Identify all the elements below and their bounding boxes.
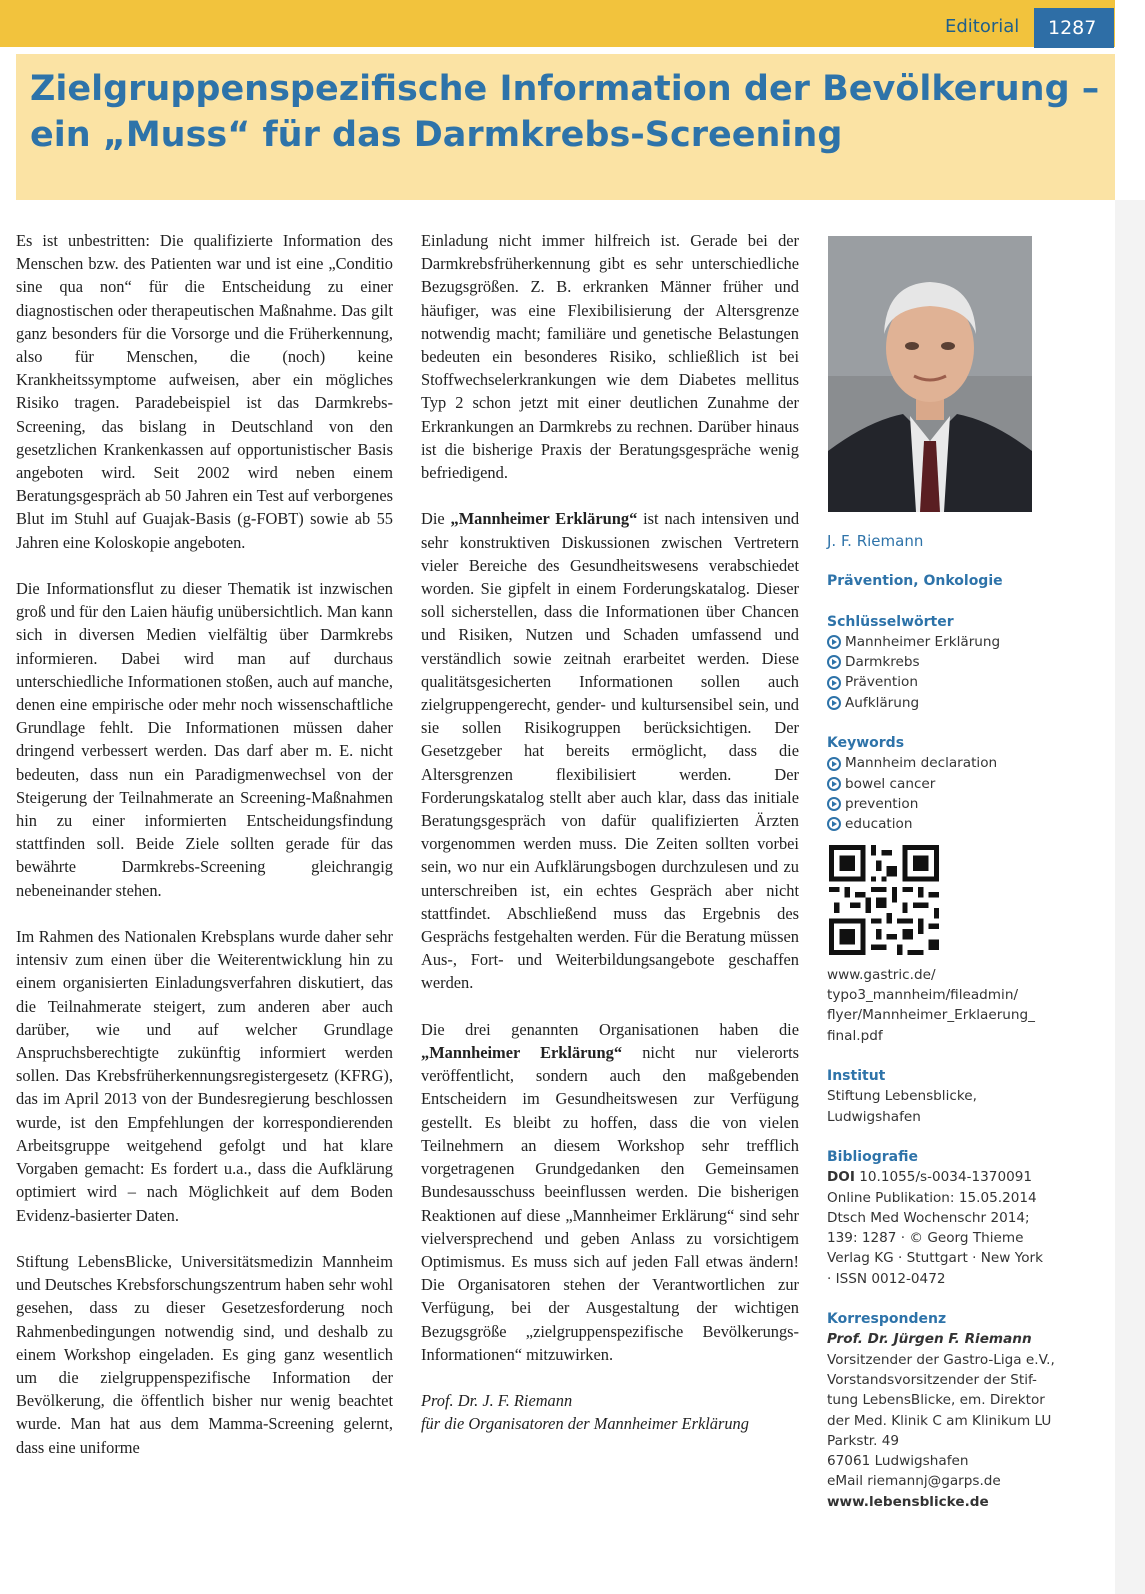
page-title [30,66,1100,158]
paragraph [421,507,799,994]
text-run: Die drei genannten Organisationen haben die [421,1019,799,1039]
keywords-de-heading: Schlüsselwörter [827,613,954,630]
text-line: typo3_mannheim/fileadmin/ [827,987,1019,1004]
keyword-label: prevention [845,795,919,812]
qr-code-icon[interactable] [829,845,939,955]
bold-term: „Mannheimer Erklärung“ [450,509,638,529]
text-line: final.pdf [827,1027,883,1044]
text-line: Vorsitzender der Gastro-Liga e.V., [827,1351,1055,1368]
bibliography-text [827,1188,1087,1289]
institute-heading: Institut [827,1068,886,1085]
keyword-item [827,774,1087,794]
keyword-item [827,652,1087,672]
url-link[interactable] [827,965,1087,1046]
keywords-de-list [827,632,1087,713]
keyword-item [827,632,1087,652]
circle-arrow-right-icon [827,817,841,831]
text-line: Online Publikation: 15.05.2014 [827,1189,1037,1206]
topic-heading: Prävention, Onkologie [827,573,1003,590]
sidebar [827,531,1087,1512]
keyword-label: bowel cancer [845,775,936,792]
doi-label: DOI [827,1169,855,1186]
circle-arrow-right-icon [827,655,841,669]
circle-arrow-right-icon [827,757,841,771]
signature [421,1389,799,1435]
circle-arrow-right-icon [827,676,841,690]
text-line: 67061 Ludwigshafen [827,1453,969,1470]
bibliography-heading: Bibliografie [827,1148,918,1165]
doi-value: 10.1055/s-0034-1370091 [854,1169,1033,1186]
text-line: flyer/Mannheimer_Erklaerung_ [827,1007,1035,1024]
text-line: tung LebensBlicke, em. Direktor [827,1392,1045,1409]
text-line: eMail riemannj@garps.de [827,1473,1001,1490]
text-line: Verlag KG · Stuttgart · New York [827,1250,1043,1267]
circle-arrow-right-icon [827,696,841,710]
keyword-label: Prävention [845,674,918,691]
text-line: www.gastric.de/ [827,966,936,983]
author-name: J. F. Riemann [827,532,924,550]
text-run: ist nach intensiven und sehr konstruktiven Diskussionen zwischen Vertretern vieler Bereiche des Gesundheitswesens verabschiedet worden. Sie gipfelt in einem Forderungskatalog. Dieser soll sicherstellen, dass die Informationen über Chancen und Risiken, Nutzen und Schaden umfassend und verständlich sowie zeitnah erarbeitet werden. Diese qualitätsgesicherten Informationen sollen auch zielgruppengerecht, gender- und kultursensibel sein, und sie sollen Risikogruppen berücksichtigen. Der Gesetzgeber hat bereits ermöglicht, dass die Altersgrenzen flexibilisiert werden. Der Forderungskatalog stellt aber auch klar, dass das initiale Beratungsgespräch von dafür qualifizierten Ärzten vorgenommen werden muss. Die Zeiten sollten vorbei sein, wo nur ein Aufklärungsbogen durchzulesen und zu unterschreiben ist, ein echtes Gespräch aber nicht stattfindet. Abschließend muss das Ergebnis des Gesprächs festgehalten werden. Für die Beratung müssen Aus-, Fort- und Weiterbildungsangebote geschaffen werden. [421,509,800,993]
paragraph [421,1018,799,1366]
circle-arrow-right-icon [827,777,841,791]
title-line-1: Zielgruppenspezifische Information der Bevölkerung – [30,69,1100,109]
text-run: nicht nur vielerorts veröffentlicht, sondern auch den maßgebenden Entscheidern im Gesundheitswesen zur Verfügung gestellt. Es bleibt zu hoffen, dass die von vielen Teilnehmern an diesem Workshop sehr trefflich vorgetragenen Grundgedanken den Gemeinsamen Bundesausschuss beeinflussen werden. Die bisherigen Reaktionen auf diese „Mannheimer Erklärung“ sind sehr vielversprechend und geben Anlass zu vorsichtigem Optimismus. Es muss sich auf jeden Fall etwas ändern! Die Organisatoren stehen der Verantwortlichen zur Verfügung, bei der Ausgestaltung der wichtigen Bezugsgröße „zielgruppenspezifische Bevölkerungs-Informationen“ mitzuwirken. [421,1043,800,1364]
text-line: der Med. Klinik C am Klinikum LU [827,1412,1052,1429]
doi-line [827,1167,1087,1187]
circle-arrow-right-icon [827,797,841,811]
text-line: Parkstr. 49 [827,1432,900,1449]
keyword-label: Mannheimer Erklärung [845,633,1001,650]
keyword-item [827,672,1087,692]
keyword-label: Mannheim declaration [845,755,998,772]
correspondence-heading: Korrespondenz [827,1311,947,1328]
section-label: Editorial [945,16,1020,37]
column-2 [421,229,799,1436]
correspondence-name: Prof. Dr. Jürgen F. Riemann [827,1331,1032,1348]
keyword-label: Darmkrebs [845,654,920,671]
keyword-item [827,794,1087,814]
text-line: · ISSN 0012-0472 [827,1270,946,1287]
text-line: 139: 1287 · © Georg Thieme [827,1230,1024,1247]
keywords-en-heading: Keywords [827,735,905,752]
column-1 [16,229,393,1482]
paragraph: Im Rahmen des Nationalen Krebsplans wurde daher sehr intensiv zum einen über die Weiterentwicklung hin zu einem organisierten Einladungsverfahren diskutiert, das die Teilnahmerate steigert, zum anderen aber auch darüber, wie und auf welcher Grundlage Anspruchsberechtigte zukünftig informiert werden sollen. Das Krebsfrüherkennungsregistergesetz (KFRG), das im April 2013 von der Bundesregierung beschlossen wurde, ist den Empfehlungen der korrespondierenden Arbeitsgruppe weitgehend gefolgt und hat klare Vorgaben gemacht: Es fordert u.a., dass die Aufklärung optimiert wird – nach Möglichkeit auf dem Boden Evidenz-basierter Daten. [16,927,393,1225]
circle-arrow-right-icon [827,635,841,649]
keyword-item [827,814,1087,834]
bold-term: „Mannheimer Erklärung“ [421,1043,623,1063]
text-line: Stiftung Lebensblicke, [827,1088,977,1105]
signature-name: Prof. Dr. J. F. Riemann [421,1391,573,1411]
text-line: Vorstandsvorsitzender der Stif- [827,1371,1037,1388]
keywords-en-list [827,753,1087,834]
page-number: 1287 [1034,8,1114,48]
keyword-item [827,693,1087,713]
keyword-label: Aufklärung [845,694,920,711]
text-line: Dtsch Med Wochenschr 2014; [827,1209,1030,1226]
signature-affiliation: für die Organisatoren der Mannheimer Erklärung [421,1414,749,1434]
paragraph: Die Informationsflut zu dieser Thematik ist inzwischen groß und für den Laien häufig unübersichtlich. Man kann sich in diversen Medien vielfältig über Darmkrebs informieren. Dabei wird man auf durchaus unterschiedliche Informationen stoßen, auch auf manche, denen eine empirische oder mehr noch wissenschaftliche Grundlage fehlt. Die Informationen müssen daher dringend verbessert werden. Das darf aber m. E. nicht bedeuten, dass nun ein Paradigmenwechsel von der Steigerung der Teilnahmerate an Screening-Maßnahmen hin zu einer informierten Entscheidungsfindung stattfinden soll. Beide Ziele sollten gerade für das bewährte Darmkrebs-Screening gleichrangig nebeneinander stehen. [16,579,393,900]
paragraph: Stiftung LebensBlicke, Universitätsmedizin Mannheim und Deutsches Krebsforschungszentrum haben sehr wohl gesehen, dass zu dieser Gesetzesforderung noch Rahmenbedingungen notwendig sind, und deshalb zu einem Workshop eingeladen. Es ging ganz wesentlich um die zielgruppenspezifische Information der Bevölkerung, die öffentlich bisher nur wenig beachtet wurde. Man hat aus dem Mamma-Screening gelernt, dass eine uniforme [16,1251,393,1457]
author-photo [828,236,1032,512]
text-line: Ludwigshafen [827,1108,921,1125]
website-link[interactable]: www.lebensblicke.de [827,1493,989,1510]
paragraph: Einladung nicht immer hilfreich ist. Gerade bei der Darmkrebsfrüherkennung gibt es sehr unterschiedliche Bezugsgrößen. Z. B. erkranken Männer früher und häufiger, was eine Flexibilisierung der Altersgrenze notwendig macht; familiäre und genetische Belastungen bedeuten ein besonderes Risiko, schließlich ist bei Stoffwechselerkrankungen wie dem Diabetes mellitus Typ 2 schon jetzt mit einer deutlichen Zunahme der Erkrankungen an Darmkrebs zu rechnen. Darüber hinaus ist die bisherige Praxis der Beratungsgespräche wenig befriedigend. [421,231,799,483]
paragraph: Es ist unbestritten: Die qualifizierte Information des Menschen bzw. des Patienten war und ist eine „Conditio sine qua non“ für die Entscheidung zu einer diagnostischen oder therapeutischen Maßnahme. Das gilt ganz besonders für die Vorsorge und die Früherkennung, also für Menschen, die (noch) keine Krankheitssymptome aufweisen, aber ein mögliches Risiko tragen. Paradebeispiel ist das Darmkrebs-Screening, das bislang in Deutschland von den gesetzlichen Krankenkassen auf opportunistischer Basis angeboten wird. Seit 2002 wird neben einem Beratungsgespräch ab 50 Jahren ein Test auf verborgenes Blut im Stuhl auf Guajak-Basis (g-FOBT) sowie ab 55 Jahren eine Koloskopie angeboten. [16,231,393,552]
institute-text [827,1086,1087,1127]
keyword-label: education [845,816,913,833]
page-edge [1115,200,1145,1594]
correspondence-text [827,1350,1087,1492]
text-run: Die [421,509,451,529]
keyword-item [827,753,1087,773]
title-line-2: ein „Muss“ für das Darmkrebs-Screening [30,115,843,155]
